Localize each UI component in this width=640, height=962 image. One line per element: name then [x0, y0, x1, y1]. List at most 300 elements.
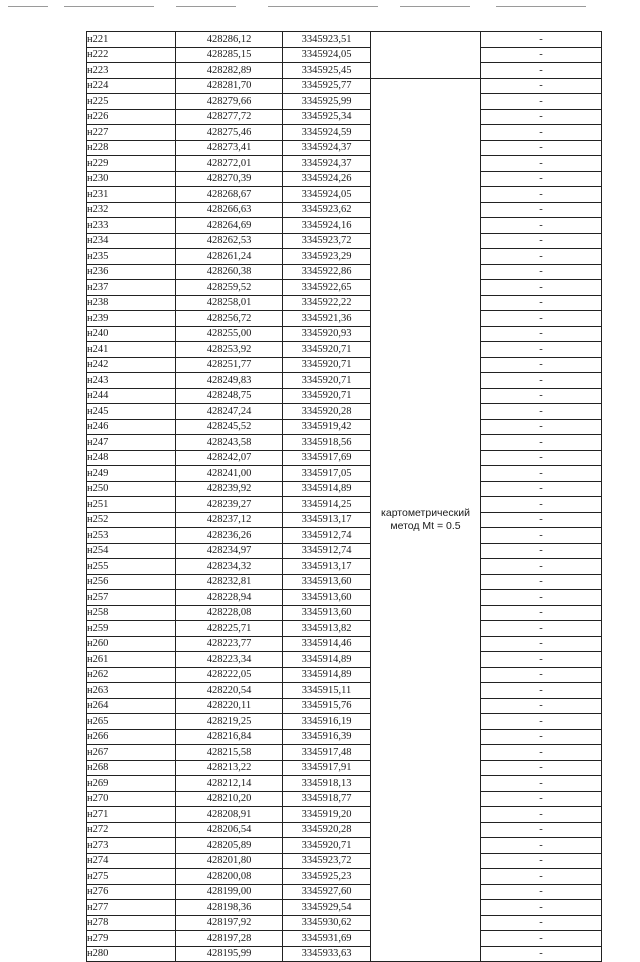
- point-number-cell: н279: [87, 931, 176, 947]
- y-coordinate-cell: 3345917,48: [283, 745, 371, 761]
- x-coordinate-cell: 428255,00: [176, 326, 283, 342]
- accuracy-cell: -: [481, 419, 602, 435]
- x-coordinate-cell: 428273,41: [176, 140, 283, 156]
- y-coordinate-cell: 3345925,23: [283, 869, 371, 885]
- point-number-cell: н222: [87, 47, 176, 63]
- point-number-cell: н239: [87, 311, 176, 327]
- accuracy-cell: -: [481, 435, 602, 451]
- table-row: [87, 295, 602, 311]
- x-coordinate-cell: 428212,14: [176, 776, 283, 792]
- accuracy-cell: -: [481, 884, 602, 900]
- y-coordinate-cell: 3345924,37: [283, 140, 371, 156]
- point-number-cell: н223: [87, 63, 176, 79]
- table-row: [87, 590, 602, 606]
- x-coordinate-cell: 428279,66: [176, 94, 283, 110]
- table-row: [87, 931, 602, 947]
- accuracy-cell: -: [481, 745, 602, 761]
- accuracy-cell: -: [481, 574, 602, 590]
- accuracy-cell: -: [481, 47, 602, 63]
- x-coordinate-cell: 428264,69: [176, 218, 283, 234]
- x-coordinate-cell: 428234,97: [176, 543, 283, 559]
- point-number-cell: н260: [87, 636, 176, 652]
- x-coordinate-cell: 428205,89: [176, 838, 283, 854]
- y-coordinate-cell: 3345920,93: [283, 326, 371, 342]
- x-coordinate-cell: 428248,75: [176, 388, 283, 404]
- y-coordinate-cell: 3345916,39: [283, 729, 371, 745]
- x-coordinate-cell: 428232,81: [176, 574, 283, 590]
- accuracy-cell: -: [481, 109, 602, 125]
- y-coordinate-cell: 3345924,05: [283, 47, 371, 63]
- y-coordinate-cell: 3345922,22: [283, 295, 371, 311]
- y-coordinate-cell: 3345922,65: [283, 280, 371, 296]
- table-row: [87, 543, 602, 559]
- point-number-cell: н257: [87, 590, 176, 606]
- table-row: [87, 512, 602, 528]
- table-row: [87, 838, 602, 854]
- x-coordinate-cell: 428228,94: [176, 590, 283, 606]
- x-coordinate-cell: 428223,34: [176, 652, 283, 668]
- accuracy-cell: -: [481, 729, 602, 745]
- y-coordinate-cell: 3345922,86: [283, 264, 371, 280]
- table-row: [87, 326, 602, 342]
- y-coordinate-cell: 3345914,46: [283, 636, 371, 652]
- x-coordinate-cell: 428195,99: [176, 946, 283, 962]
- y-coordinate-cell: 3345923,72: [283, 233, 371, 249]
- table-row: [87, 822, 602, 838]
- y-coordinate-cell: 3345923,72: [283, 853, 371, 869]
- point-number-cell: н246: [87, 419, 176, 435]
- x-coordinate-cell: 428270,39: [176, 171, 283, 187]
- point-number-cell: н255: [87, 559, 176, 575]
- y-coordinate-cell: 3345920,28: [283, 822, 371, 838]
- x-coordinate-cell: 428272,01: [176, 156, 283, 172]
- empty-merged-cell: [371, 32, 481, 79]
- x-coordinate-cell: 428253,92: [176, 342, 283, 358]
- y-coordinate-cell: 3345914,89: [283, 667, 371, 683]
- table-row: [87, 78, 602, 94]
- table-row: [87, 202, 602, 218]
- table-row: [87, 450, 602, 466]
- table-row: [87, 745, 602, 761]
- y-coordinate-cell: 3345931,69: [283, 931, 371, 947]
- accuracy-cell: -: [481, 404, 602, 420]
- y-coordinate-cell: 3345918,13: [283, 776, 371, 792]
- accuracy-cell: -: [481, 249, 602, 265]
- x-coordinate-cell: 428220,11: [176, 698, 283, 714]
- accuracy-cell: -: [481, 543, 602, 559]
- x-coordinate-cell: 428237,12: [176, 512, 283, 528]
- y-coordinate-cell: 3345925,45: [283, 63, 371, 79]
- point-number-cell: н229: [87, 156, 176, 172]
- table-row: [87, 140, 602, 156]
- y-coordinate-cell: 3345912,74: [283, 528, 371, 544]
- y-coordinate-cell: 3345921,36: [283, 311, 371, 327]
- point-number-cell: н256: [87, 574, 176, 590]
- y-coordinate-cell: 3345924,59: [283, 125, 371, 141]
- table-row: [87, 652, 602, 668]
- x-coordinate-cell: 428213,22: [176, 760, 283, 776]
- accuracy-cell: -: [481, 621, 602, 637]
- point-number-cell: н234: [87, 233, 176, 249]
- table-row: [87, 900, 602, 916]
- accuracy-cell: -: [481, 559, 602, 575]
- point-number-cell: н278: [87, 915, 176, 931]
- x-coordinate-cell: 428282,89: [176, 63, 283, 79]
- point-number-cell: н243: [87, 373, 176, 389]
- y-coordinate-cell: 3345920,71: [283, 342, 371, 358]
- table-row: [87, 698, 602, 714]
- point-number-cell: н275: [87, 869, 176, 885]
- y-coordinate-cell: 3345920,71: [283, 838, 371, 854]
- table-row: [87, 156, 602, 172]
- point-number-cell: н238: [87, 295, 176, 311]
- point-number-cell: н230: [87, 171, 176, 187]
- table-row: [87, 218, 602, 234]
- accuracy-cell: -: [481, 125, 602, 141]
- x-coordinate-cell: 428245,52: [176, 419, 283, 435]
- table-row: [87, 280, 602, 296]
- accuracy-cell: -: [481, 140, 602, 156]
- x-coordinate-cell: 428258,01: [176, 295, 283, 311]
- x-coordinate-cell: 428241,00: [176, 466, 283, 482]
- accuracy-cell: -: [481, 233, 602, 249]
- accuracy-cell: -: [481, 776, 602, 792]
- x-coordinate-cell: 428239,27: [176, 497, 283, 513]
- accuracy-cell: -: [481, 187, 602, 203]
- accuracy-cell: -: [481, 264, 602, 280]
- point-number-cell: н233: [87, 218, 176, 234]
- accuracy-cell: -: [481, 853, 602, 869]
- accuracy-cell: -: [481, 295, 602, 311]
- x-coordinate-cell: 428225,71: [176, 621, 283, 637]
- accuracy-cell: -: [481, 78, 602, 94]
- y-coordinate-cell: 3345917,91: [283, 760, 371, 776]
- y-coordinate-cell: 3345925,34: [283, 109, 371, 125]
- x-coordinate-cell: 428198,36: [176, 900, 283, 916]
- y-coordinate-cell: 3345913,60: [283, 590, 371, 606]
- x-coordinate-cell: 428228,08: [176, 605, 283, 621]
- x-coordinate-cell: 428210,20: [176, 791, 283, 807]
- accuracy-cell: -: [481, 326, 602, 342]
- y-coordinate-cell: 3345930,62: [283, 915, 371, 931]
- table-row: [87, 636, 602, 652]
- point-number-cell: н268: [87, 760, 176, 776]
- table-row: [87, 853, 602, 869]
- y-coordinate-cell: 3345924,26: [283, 171, 371, 187]
- accuracy-cell: -: [481, 280, 602, 296]
- point-number-cell: н280: [87, 946, 176, 962]
- table-row: [87, 466, 602, 482]
- table-row: [87, 404, 602, 420]
- point-number-cell: н227: [87, 125, 176, 141]
- table-row: [87, 807, 602, 823]
- accuracy-cell: -: [481, 915, 602, 931]
- y-coordinate-cell: 3345917,69: [283, 450, 371, 466]
- table-row: [87, 760, 602, 776]
- table-row: [87, 915, 602, 931]
- x-coordinate-cell: 428275,46: [176, 125, 283, 141]
- point-number-cell: н254: [87, 543, 176, 559]
- x-coordinate-cell: 428201,80: [176, 853, 283, 869]
- x-coordinate-cell: 428197,28: [176, 931, 283, 947]
- y-coordinate-cell: 3345923,29: [283, 249, 371, 265]
- accuracy-cell: -: [481, 760, 602, 776]
- y-coordinate-cell: 3345916,19: [283, 714, 371, 730]
- y-coordinate-cell: 3345925,77: [283, 78, 371, 94]
- table-row: [87, 63, 602, 79]
- accuracy-cell: -: [481, 652, 602, 668]
- accuracy-cell: -: [481, 218, 602, 234]
- point-number-cell: н276: [87, 884, 176, 900]
- x-coordinate-cell: 428208,91: [176, 807, 283, 823]
- table-row: [87, 884, 602, 900]
- table-row: [87, 187, 602, 203]
- point-number-cell: н231: [87, 187, 176, 203]
- y-coordinate-cell: 3345924,16: [283, 218, 371, 234]
- table-row: [87, 869, 602, 885]
- point-number-cell: н265: [87, 714, 176, 730]
- accuracy-cell: -: [481, 357, 602, 373]
- y-coordinate-cell: 3345917,05: [283, 466, 371, 482]
- y-coordinate-cell: 3345925,99: [283, 94, 371, 110]
- point-number-cell: н270: [87, 791, 176, 807]
- point-number-cell: н247: [87, 435, 176, 451]
- y-coordinate-cell: 3345924,37: [283, 156, 371, 172]
- accuracy-cell: -: [481, 466, 602, 482]
- coordinates-table-body: [87, 32, 602, 962]
- x-coordinate-cell: 428261,24: [176, 249, 283, 265]
- table-row: [87, 109, 602, 125]
- accuracy-cell: -: [481, 900, 602, 916]
- x-coordinate-cell: 428215,58: [176, 745, 283, 761]
- point-number-cell: н271: [87, 807, 176, 823]
- accuracy-cell: -: [481, 156, 602, 172]
- table-row: [87, 32, 602, 48]
- y-coordinate-cell: 3345914,89: [283, 652, 371, 668]
- y-coordinate-cell: 3345920,71: [283, 388, 371, 404]
- y-coordinate-cell: 3345913,60: [283, 574, 371, 590]
- point-number-cell: н251: [87, 497, 176, 513]
- table-row: [87, 171, 602, 187]
- accuracy-cell: -: [481, 311, 602, 327]
- x-coordinate-cell: 428285,15: [176, 47, 283, 63]
- table-row: [87, 94, 602, 110]
- y-coordinate-cell: 3345933,63: [283, 946, 371, 962]
- point-number-cell: н240: [87, 326, 176, 342]
- point-number-cell: н241: [87, 342, 176, 358]
- point-number-cell: н263: [87, 683, 176, 699]
- x-coordinate-cell: 428251,77: [176, 357, 283, 373]
- table-row: [87, 667, 602, 683]
- point-number-cell: н277: [87, 900, 176, 916]
- y-coordinate-cell: 3345920,71: [283, 373, 371, 389]
- point-number-cell: н253: [87, 528, 176, 544]
- point-number-cell: н225: [87, 94, 176, 110]
- table-row: [87, 683, 602, 699]
- y-coordinate-cell: 3345914,89: [283, 481, 371, 497]
- table-row: [87, 419, 602, 435]
- x-coordinate-cell: 428219,25: [176, 714, 283, 730]
- point-number-cell: н235: [87, 249, 176, 265]
- point-number-cell: н252: [87, 512, 176, 528]
- point-number-cell: н236: [87, 264, 176, 280]
- table-row: [87, 435, 602, 451]
- x-coordinate-cell: 428260,38: [176, 264, 283, 280]
- y-coordinate-cell: 3345920,28: [283, 404, 371, 420]
- coordinates-table: [86, 31, 602, 962]
- point-number-cell: н242: [87, 357, 176, 373]
- x-coordinate-cell: 428277,72: [176, 109, 283, 125]
- x-coordinate-cell: 428223,77: [176, 636, 283, 652]
- point-number-cell: н245: [87, 404, 176, 420]
- table-row: [87, 342, 602, 358]
- x-coordinate-cell: 428243,58: [176, 435, 283, 451]
- y-coordinate-cell: 3345915,11: [283, 683, 371, 699]
- y-coordinate-cell: 3345929,54: [283, 900, 371, 916]
- table-row: [87, 373, 602, 389]
- table-row: [87, 791, 602, 807]
- accuracy-cell: -: [481, 528, 602, 544]
- determination-method-cell: [371, 78, 481, 962]
- y-coordinate-cell: 3345913,60: [283, 605, 371, 621]
- table-row: [87, 946, 602, 962]
- table-row: [87, 357, 602, 373]
- table-row: [87, 311, 602, 327]
- accuracy-cell: -: [481, 202, 602, 218]
- x-coordinate-cell: 428262,53: [176, 233, 283, 249]
- point-number-cell: н226: [87, 109, 176, 125]
- point-number-cell: н244: [87, 388, 176, 404]
- x-coordinate-cell: 428266,63: [176, 202, 283, 218]
- table-row: [87, 621, 602, 637]
- table-row: [87, 605, 602, 621]
- table-row: [87, 559, 602, 575]
- y-coordinate-cell: 3345923,51: [283, 32, 371, 48]
- y-coordinate-cell: 3345927,60: [283, 884, 371, 900]
- point-number-cell: н264: [87, 698, 176, 714]
- table-row: [87, 776, 602, 792]
- point-number-cell: н249: [87, 466, 176, 482]
- y-coordinate-cell: 3345919,42: [283, 419, 371, 435]
- x-coordinate-cell: 428268,67: [176, 187, 283, 203]
- x-coordinate-cell: 428239,92: [176, 481, 283, 497]
- point-number-cell: н266: [87, 729, 176, 745]
- point-number-cell: н221: [87, 32, 176, 48]
- accuracy-cell: -: [481, 497, 602, 513]
- y-coordinate-cell: 3345923,62: [283, 202, 371, 218]
- point-number-cell: н274: [87, 853, 176, 869]
- accuracy-cell: -: [481, 636, 602, 652]
- accuracy-cell: -: [481, 94, 602, 110]
- y-coordinate-cell: 3345924,05: [283, 187, 371, 203]
- y-coordinate-cell: 3345912,74: [283, 543, 371, 559]
- accuracy-cell: -: [481, 171, 602, 187]
- method-line-1: картометрический: [381, 506, 470, 519]
- y-coordinate-cell: 3345913,17: [283, 559, 371, 575]
- accuracy-cell: -: [481, 373, 602, 389]
- y-coordinate-cell: 3345918,56: [283, 435, 371, 451]
- accuracy-cell: -: [481, 388, 602, 404]
- x-coordinate-cell: 428200,08: [176, 869, 283, 885]
- table-row: [87, 388, 602, 404]
- point-number-cell: н269: [87, 776, 176, 792]
- x-coordinate-cell: 428249,83: [176, 373, 283, 389]
- point-number-cell: н272: [87, 822, 176, 838]
- accuracy-cell: -: [481, 605, 602, 621]
- accuracy-cell: -: [481, 838, 602, 854]
- point-number-cell: н224: [87, 78, 176, 94]
- accuracy-cell: -: [481, 683, 602, 699]
- accuracy-cell: -: [481, 698, 602, 714]
- point-number-cell: н262: [87, 667, 176, 683]
- table-row: [87, 233, 602, 249]
- table-row: [87, 481, 602, 497]
- point-number-cell: н237: [87, 280, 176, 296]
- y-coordinate-cell: 3345919,20: [283, 807, 371, 823]
- table-row: [87, 249, 602, 265]
- y-coordinate-cell: 3345915,76: [283, 698, 371, 714]
- point-number-cell: н228: [87, 140, 176, 156]
- x-coordinate-cell: 428220,54: [176, 683, 283, 699]
- x-coordinate-cell: 428197,92: [176, 915, 283, 931]
- accuracy-cell: -: [481, 931, 602, 947]
- accuracy-cell: -: [481, 63, 602, 79]
- scan-artifact-marks: [0, 0, 640, 12]
- point-number-cell: н261: [87, 652, 176, 668]
- point-number-cell: н250: [87, 481, 176, 497]
- method-line-2: метод Mt = 0.5: [390, 519, 461, 532]
- table-row: [87, 729, 602, 745]
- x-coordinate-cell: 428222,05: [176, 667, 283, 683]
- point-number-cell: н267: [87, 745, 176, 761]
- table-row: [87, 574, 602, 590]
- accuracy-cell: -: [481, 590, 602, 606]
- y-coordinate-cell: 3345913,17: [283, 512, 371, 528]
- x-coordinate-cell: 428259,52: [176, 280, 283, 296]
- x-coordinate-cell: 428281,70: [176, 78, 283, 94]
- accuracy-cell: -: [481, 667, 602, 683]
- accuracy-cell: -: [481, 807, 602, 823]
- y-coordinate-cell: 3345914,25: [283, 497, 371, 513]
- point-number-cell: н273: [87, 838, 176, 854]
- table-row: [87, 714, 602, 730]
- x-coordinate-cell: 428199,00: [176, 884, 283, 900]
- point-number-cell: н258: [87, 605, 176, 621]
- point-number-cell: н248: [87, 450, 176, 466]
- accuracy-cell: -: [481, 342, 602, 358]
- y-coordinate-cell: 3345920,71: [283, 357, 371, 373]
- x-coordinate-cell: 428206,54: [176, 822, 283, 838]
- x-coordinate-cell: 428242,07: [176, 450, 283, 466]
- accuracy-cell: -: [481, 946, 602, 962]
- accuracy-cell: -: [481, 791, 602, 807]
- x-coordinate-cell: 428216,84: [176, 729, 283, 745]
- accuracy-cell: -: [481, 714, 602, 730]
- point-number-cell: н259: [87, 621, 176, 637]
- y-coordinate-cell: 3345913,82: [283, 621, 371, 637]
- x-coordinate-cell: 428286,12: [176, 32, 283, 48]
- table-row: [87, 264, 602, 280]
- x-coordinate-cell: 428236,26: [176, 528, 283, 544]
- x-coordinate-cell: 428234,32: [176, 559, 283, 575]
- table-row: [87, 125, 602, 141]
- accuracy-cell: -: [481, 869, 602, 885]
- accuracy-cell: -: [481, 512, 602, 528]
- y-coordinate-cell: 3345918,77: [283, 791, 371, 807]
- point-number-cell: н232: [87, 202, 176, 218]
- x-coordinate-cell: 428256,72: [176, 311, 283, 327]
- accuracy-cell: -: [481, 32, 602, 48]
